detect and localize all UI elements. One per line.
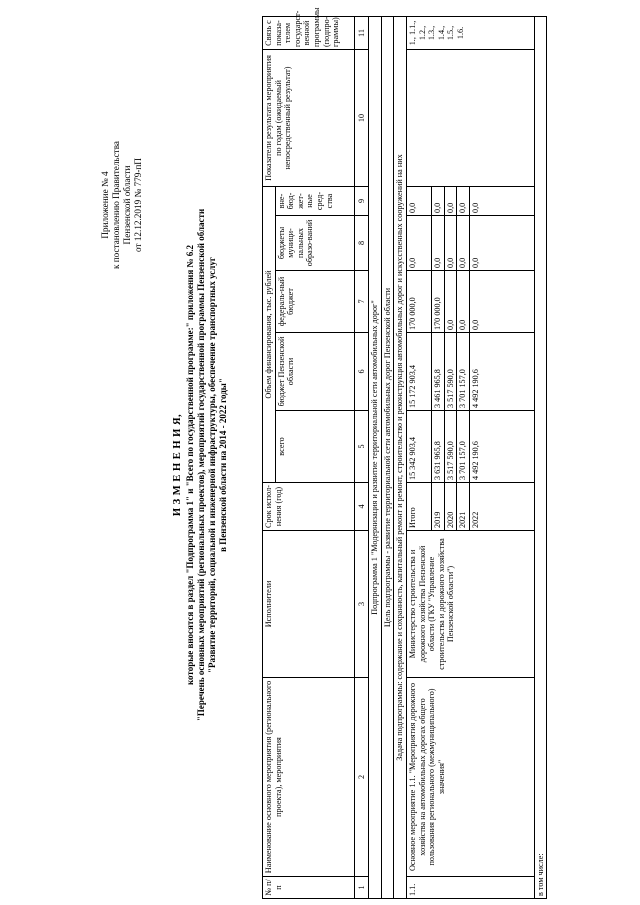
header-term: Срок испол-нения (год) bbox=[263, 483, 355, 531]
col-number: 7 bbox=[354, 271, 369, 333]
header-municipal: бюджеты муници-пальных образо-ваний bbox=[275, 216, 354, 271]
col-number: 10 bbox=[354, 50, 369, 187]
municipal-cell: 0,0 bbox=[431, 216, 444, 271]
header-row-1 bbox=[263, 17, 276, 899]
term-cell: 2022 bbox=[469, 483, 534, 531]
document-title: И З М Е Н Е Н И Я, bbox=[172, 413, 183, 517]
col-number: 2 bbox=[354, 678, 369, 877]
event-number: 1.1. bbox=[406, 877, 534, 899]
municipal-cell: 0,0 bbox=[457, 216, 470, 271]
event-name: Основное мероприятие 1.1. "Мероприятия дорожного хозяйства на автомобильных дорогах общего пользования регионального (межмуниципального) значения" bbox=[406, 678, 534, 877]
municipal-cell: 0,0 bbox=[444, 216, 457, 271]
appendix-line-1: Приложение № 4 bbox=[100, 171, 110, 239]
total-cell: 4 492 190,6 bbox=[469, 411, 534, 483]
task-row bbox=[394, 17, 407, 899]
federal-cell: 170 000,0 bbox=[431, 271, 444, 333]
regional-cell: 3 461 965,8 bbox=[431, 333, 444, 411]
header-total: всего bbox=[275, 411, 354, 483]
extrabudget-cell: 0,0 bbox=[431, 187, 444, 216]
regional-cell: 15 172 903,4 bbox=[406, 333, 431, 411]
header-regional: бюджет Пензенской области bbox=[275, 333, 354, 411]
federal-cell: 0,0 bbox=[457, 271, 470, 333]
municipal-cell: 0,0 bbox=[469, 216, 534, 271]
term-cell: 2019 bbox=[431, 483, 444, 531]
appendix-block bbox=[100, 105, 144, 305]
header-federal: федераль-ный бюджет bbox=[275, 271, 354, 333]
col-number: 1 bbox=[354, 877, 369, 899]
heading-line-4: "Развитие территорий, социальной и инженерной инфраструктуры, обеспечение транспортных услуг bbox=[206, 257, 217, 673]
extrabudget-cell: 0,0 bbox=[406, 187, 431, 216]
col-number: 9 bbox=[354, 187, 369, 216]
total-cell: 3 701 157,0 bbox=[457, 411, 470, 483]
extrabudget-cell: 0,0 bbox=[469, 187, 534, 216]
event-executors: Министерство строительства и дорожного хозяйства Пензенской области (ГКУ "Управление строительства и дорожного хозяйства Пензенской области") bbox=[406, 531, 534, 678]
header-indicators: Показатели результата мероприятия по годам (ожидаемый непосредственный результат) bbox=[263, 50, 355, 187]
header-link: Связь с показа-телем государст-венной программы (подпро-граммы) bbox=[263, 17, 355, 50]
appendix-line-4: от 12.12.2019 № 779-пП bbox=[133, 158, 144, 252]
col-number: 5 bbox=[354, 411, 369, 483]
heading-line-5: в Пензенской области на 2014 - 2022 годы" bbox=[217, 378, 228, 552]
col-number: 11 bbox=[354, 17, 369, 50]
col-number: 3 bbox=[354, 531, 369, 678]
appendix-line-3: Пензенской области bbox=[122, 165, 133, 245]
extrabudget-cell: 0,0 bbox=[457, 187, 470, 216]
including-row bbox=[534, 17, 547, 899]
appendix-line-2: к постановлению Правительства bbox=[111, 141, 122, 269]
col-number: 4 bbox=[354, 483, 369, 531]
header-num: № п/п bbox=[263, 877, 355, 899]
extrabudget-cell: 0,0 bbox=[444, 187, 457, 216]
total-cell: 3 517 590,0 bbox=[444, 411, 457, 483]
total-cell: 3 631 965,8 bbox=[431, 411, 444, 483]
regional-cell: 3 517 590,0 bbox=[444, 333, 457, 411]
subprogram-row bbox=[369, 17, 382, 899]
header-name: Наименование основного мероприятия (регионального проекта), мероприятия bbox=[263, 678, 355, 877]
regional-cell: 4 492 190,6 bbox=[469, 333, 534, 411]
federal-cell: 0,0 bbox=[444, 271, 457, 333]
term-cell: 2021 bbox=[457, 483, 470, 531]
header-extrabudget: вне-бюд-жет-ные сред-ства bbox=[275, 187, 354, 216]
subprogram-goal: Цель подпрограммы - развитие территориальной сети автомобильных дорог Пензенской области bbox=[381, 17, 394, 899]
table-row bbox=[406, 17, 431, 899]
header-funding: Объем финансирования, тыс. рублей bbox=[263, 187, 276, 483]
subprogram-title: Подпрограмма 1 "Модернизация и развитие территориальной сети автомобильных дорог" bbox=[369, 17, 382, 899]
subprogram-task: Задача подпрограммы: содержание и сохранность, капитальный ремонт и ремонт, строительство и реконструкция автомобильных дорог и искусственных сооружений на них bbox=[394, 17, 407, 899]
event-link: 1., 1.1., 1.2., 1.3., 1.4., 1.5., 1.6. bbox=[406, 17, 534, 50]
events-table bbox=[262, 7, 547, 899]
term-cell: 2020 bbox=[444, 483, 457, 531]
heading-line-3: "Перечень основных мероприятий (региональных проектов), мероприятий государственной программы Пензенской области bbox=[195, 208, 206, 722]
total-cell: 15 342 903,4 bbox=[406, 411, 431, 483]
column-numbers-row bbox=[354, 17, 369, 899]
goal-row bbox=[381, 17, 394, 899]
col-number: 6 bbox=[354, 333, 369, 411]
regional-cell: 3 701 157,0 bbox=[457, 333, 470, 411]
col-number: 8 bbox=[354, 216, 369, 271]
indicators-cell bbox=[406, 50, 534, 187]
municipal-cell: 0,0 bbox=[406, 216, 431, 271]
header-executors: Исполнители bbox=[263, 531, 355, 678]
federal-cell: 0,0 bbox=[469, 271, 534, 333]
term-cell: Итого bbox=[406, 483, 431, 531]
heading-line-2: которые вносятся в раздел "Подпрограмма 1" и "Всего по государственной программе:" приложения № 6.2 bbox=[184, 244, 195, 686]
including-label: в том числе: bbox=[534, 17, 547, 899]
document-heading bbox=[172, 65, 229, 865]
federal-cell: 170 000,0 bbox=[406, 271, 431, 333]
